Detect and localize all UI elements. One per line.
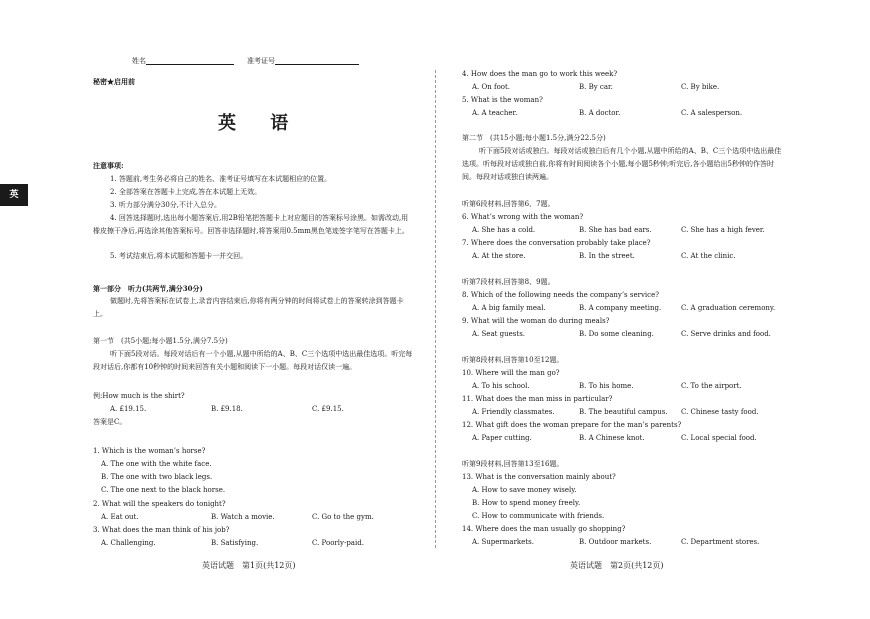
option: C. Department stores. [681, 538, 760, 546]
option: B. A doctor. [579, 109, 621, 117]
option: A. How to save money wisely. [472, 486, 577, 494]
name-blank [146, 57, 234, 65]
part1-intro: 做题时,先将答案标在试卷上,录音内容结束后,你将有两分钟的时间将试卷上的答案转涂到答题卡上。 [93, 297, 404, 318]
option: A. Paper cutting. [472, 434, 532, 442]
question: 14. Where does the man usually go shopping? [462, 525, 626, 533]
column-divider [435, 70, 436, 548]
question: 9. What will the woman do during meals? [462, 317, 610, 325]
option: A. On foot. [472, 83, 511, 91]
part1-heading: 第一部分 听力(共两节,满分30分) [93, 284, 203, 293]
example-option-b: B. £9.18. [211, 405, 243, 413]
option: A. Supermarkets. [472, 538, 534, 546]
question: 4. How does the man go to work this week? [462, 70, 618, 78]
option: A. To his school. [472, 382, 530, 390]
page-footer-right: 英语试题 第2页(共12页) [570, 561, 664, 570]
section1-intro: 听下面5段对话。每段对话后有一个小题,从题中所给的A、B、C三个选项中选出最佳选项。听完每段对话后,你都有10秒钟的时间来回答有关小题和阅读下一小题。每段对话仅读一遍。 [93, 350, 413, 371]
option: C. Poorly-paid. [312, 539, 364, 547]
option: B. How to spend money freely. [472, 499, 581, 507]
section2-intro: 听下面5段对话或独白。每段对话或独白后有几个小题,从题中所给的A、B、C三个选项中选出最佳选项。听每段对话或独白前,你将有时间阅读各个小题,每小题5秒钟;听完后,各小题给出5秒钟的作答时间。每段对话或独白读两遍。 [462, 147, 782, 181]
example-answer: 答案是C。 [93, 418, 127, 426]
option: B. The one with two black legs. [101, 473, 213, 481]
option: B. The beautiful campus. [579, 408, 668, 416]
option: C. She has a high fever. [681, 226, 765, 234]
question: 2. What will the speakers do tonight? [93, 500, 226, 508]
question: 11. What does the man miss in particular? [462, 395, 613, 403]
option: B. Watch a movie. [211, 513, 275, 521]
option: B. Outdoor markets. [579, 538, 652, 546]
secret-label: 秘密★启用前 [93, 77, 135, 86]
section2-heading: 第二节 (共15小题;每小题1.5分,满分22.5分) [462, 134, 606, 142]
option: C. Serve drinks and food. [681, 330, 771, 338]
option: B. Do some cleaning. [579, 330, 654, 338]
notice-item: 5. 考试结束后,将本试题和答题卡一并交回。 [110, 252, 248, 260]
option: A. Friendly classmates. [472, 408, 555, 416]
exam-no-blank [275, 57, 359, 65]
question: 8. Which of the following needs the company’s service? [462, 291, 659, 299]
option: C. To the airport. [681, 382, 742, 390]
notice-item: 2. 全部答案在答题卡上完成,答在本试题上无效。 [110, 188, 262, 196]
exam-no-label: 准考证号 [247, 57, 275, 65]
option: B. In the street. [579, 252, 635, 260]
question: 5. What is the woman? [462, 96, 543, 104]
question: 13. What is the conversation mainly about? [462, 473, 616, 481]
notice-item: 3. 听力部分满分30分,不计入总分。 [110, 201, 222, 209]
option: A. Challenging. [101, 539, 156, 547]
question: 3. What does the man think of his job? [93, 526, 230, 534]
option: C. Local special food. [681, 434, 757, 442]
option: A. Eat out. [101, 513, 139, 521]
option: C. Go to the gym. [312, 513, 374, 521]
option: A. At the store. [472, 252, 526, 260]
group-label: 听第8段材料,回答第10至12题。 [462, 356, 564, 364]
exam-no-field [247, 57, 359, 65]
option: B. To his home. [579, 382, 634, 390]
option: C. Chinese tasty food. [681, 408, 759, 416]
name-field [132, 57, 234, 65]
option: B. By car. [579, 83, 613, 91]
group-label: 听第9段材料,回答第13至16题。 [462, 460, 564, 468]
section1-heading: 第一节 (共5小题;每小题1.5分,满分7.5分) [93, 337, 228, 345]
group-label: 听第7段材料,回答第8、9题。 [462, 278, 555, 286]
notice-heading: 注意事项: [93, 161, 124, 170]
example-option-c: C. £9.15. [312, 405, 344, 413]
example-option-a: A. £19.15. [110, 405, 147, 413]
option: A. The one with the white face. [101, 460, 212, 468]
question: 10. Where will the man go? [462, 369, 560, 377]
notice-item: 4. 回答选择题时,选出每小题答案后,用2B铅笔把答题卡上对应题目的答案标号涂黑。如需改动,用橡皮擦干净后,再选涂其他答案标号。回答非选择题时,将答案用0.5mm黑色笔迹签字笔写在答题卡上。 [93, 214, 409, 235]
option: B. She has bad ears. [579, 226, 652, 234]
question: 1. Which is the woman’s horse? [93, 447, 206, 455]
question: 6. What’s wrong with the woman? [462, 213, 584, 221]
group-label: 听第6段材料,回答第6、7题。 [462, 200, 555, 208]
subject-tab: 英 [0, 184, 28, 206]
option: A. Seat guests. [472, 330, 526, 338]
option: B. Satisfying. [211, 539, 259, 547]
name-label: 姓名 [132, 57, 146, 65]
option: A. She has a cold. [472, 226, 536, 234]
option: C. A graduation ceremony. [681, 304, 776, 312]
notice-item: 1. 答题前,考生务必将自己的姓名、准考证号填写在本试题相应的位置。 [110, 175, 332, 183]
example-question: 例:How much is the shirt? [93, 392, 185, 400]
option: C. How to communicate with friends. [472, 512, 605, 520]
option: A. A big family meal. [472, 304, 546, 312]
page-footer-left: 英语试题 第1页(共12页) [202, 561, 296, 570]
option: C. By bike. [681, 83, 720, 91]
option: B. A Chinese knot. [579, 434, 645, 442]
page-title: 英 语 [218, 113, 303, 134]
option: C. A salesperson. [681, 109, 743, 117]
option: B. A company meeting. [579, 304, 662, 312]
option: A. A teacher. [472, 109, 518, 117]
question: 12. What gift does the woman prepare for the man’s parents? [462, 421, 682, 429]
option: C. At the clinic. [681, 252, 736, 260]
question: 7. Where does the conversation probably take place? [462, 239, 651, 247]
option: C. The one next to the black horse. [101, 486, 226, 494]
